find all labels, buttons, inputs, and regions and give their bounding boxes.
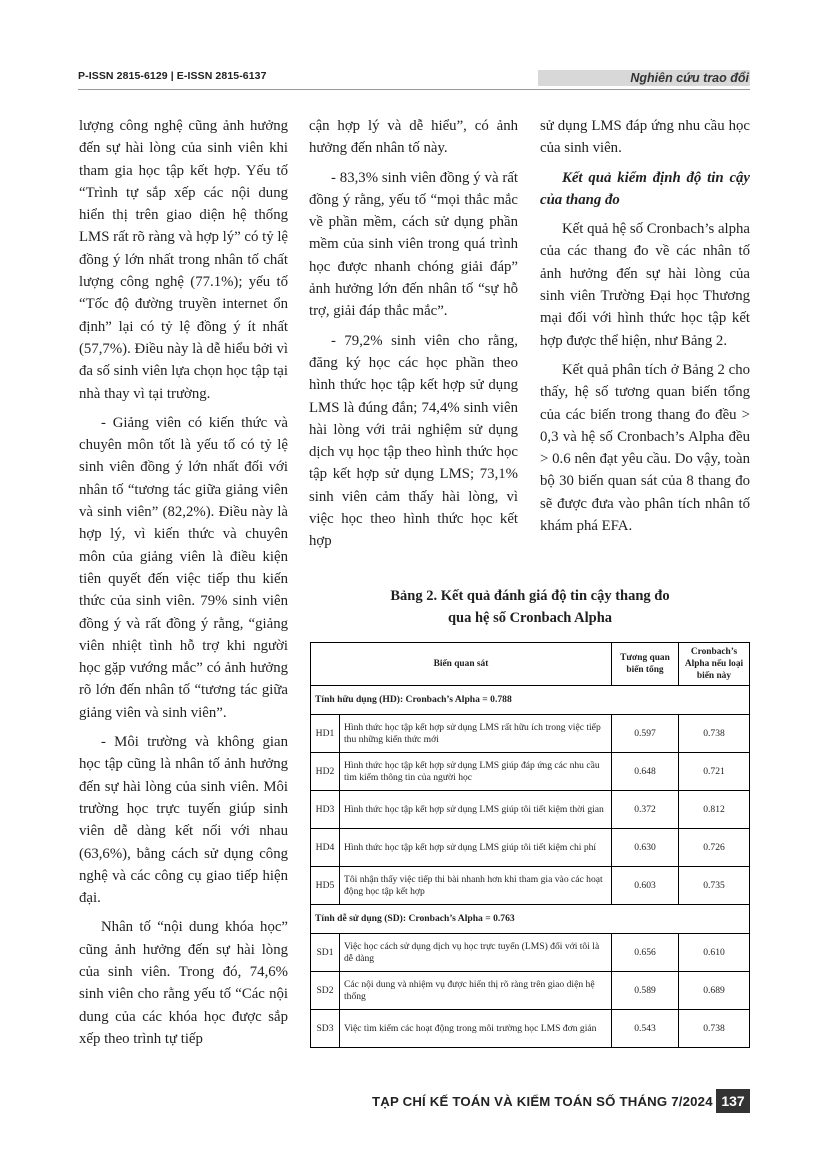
item-correlation: 0.648 xyxy=(612,753,679,791)
item-alpha: 0.721 xyxy=(679,753,750,791)
text-column-3 xyxy=(540,115,750,537)
item-code: SD3 xyxy=(311,1010,340,1048)
table-row xyxy=(311,972,750,1010)
table-row xyxy=(311,715,750,753)
header-cell-correlation: Tương quan biến tổng xyxy=(612,643,679,686)
item-correlation: 0.589 xyxy=(612,972,679,1010)
item-correlation: 0.597 xyxy=(612,715,679,753)
item-code: HD5 xyxy=(311,867,340,905)
item-alpha: 0.735 xyxy=(679,867,750,905)
item-code: HD2 xyxy=(311,753,340,791)
paragraph: - 79,2% sinh viên cho rằng, đăng ký học các học phần theo hình thức học tập kết hợp sử dụng LMS là đúng đắn; 74,4% sinh viên hài lòng với trải nghiệm sử dụng dịch vụ học tập theo hình thức học tập kết hợp sử dụng LMS; 73,1% sinh viên cảm thấy hài lòng, vì việc học theo hình thức học kết hợp xyxy=(309,332,518,550)
paragraph: - Giảng viên có kiến thức và chuyên môn tốt là yếu tố có tỷ lệ sinh viên đồng ý lớn nhất đối với nhân tố “tương tác giữa giảng viên và sinh viên” (82,2%). Điều này là hợp lý, vì kiến thức và chuyên môn của giảng viên là điều kiện tiên quyết đến việc tiếp thu kiến thức của sinh viên. 79% sinh viên đồng ý và rất đồng ý rằng, “giảng viên nhiệt tình hỗ trợ khi người học gặp vướng mắc” có ảnh hưởng rõ lớn đến nhân tố “tương tác giữa giảng viên và sinh viên”. xyxy=(79,414,288,721)
item-code: HD1 xyxy=(311,715,340,753)
header-cell-variable: Biến quan sát xyxy=(311,643,612,686)
item-alpha: 0.738 xyxy=(679,1010,750,1048)
header-rule xyxy=(78,89,750,90)
table-row xyxy=(311,1010,750,1048)
item-text: Hình thức học tập kết hợp sử dụng LMS rất hữu ích trong việc tiếp thu những kiến thức mới xyxy=(340,715,612,753)
table-row xyxy=(311,753,750,791)
table-row xyxy=(311,867,750,905)
table-row xyxy=(311,791,750,829)
item-correlation: 0.603 xyxy=(612,867,679,905)
item-code: SD1 xyxy=(311,934,340,972)
reliability-table xyxy=(310,642,750,1048)
item-alpha: 0.689 xyxy=(679,972,750,1010)
table-title-line: qua hệ số Cronbach Alpha xyxy=(447,610,613,626)
paragraph: - 83,3% sinh viên đồng ý và rất đồng ý rằng, yếu tố “mọi thắc mắc về phần mềm, cách sử dụng phần mềm của sinh viên trong quá trình học được nhanh chóng giải đáp” ảnh hưởng lớn đến nhân tố “sự hỗ trợ, giải đáp thắc mắc”. xyxy=(309,169,518,320)
paragraph: Kết quả hệ số Cronbach’s alpha của các thang đo về các nhân tố ảnh hưởng đến sự hài lòng của sinh viên Trường Đại học Thương mại đối với hình thức học tập kết hợp được thể hiện, như Bảng 2. xyxy=(540,221,750,349)
table-title-line: Bảng 2. Kết quả đánh giá độ tin cậy thang đo xyxy=(390,588,670,604)
text-column-1 xyxy=(79,115,288,1050)
item-alpha: 0.610 xyxy=(679,934,750,972)
item-text: Việc học cách sử dụng dịch vụ học trực tuyến (LMS) đối với tôi là dễ dàng xyxy=(340,934,612,972)
paragraph: Nhân tố “nội dung khóa học” cũng ảnh hưởng đến sự hài lòng của sinh viên. Trong đó, 74,6% sinh viên cho rằng yếu tố “Các nội dung của các khóa học được sắp xếp theo trình tự tiếp xyxy=(79,919,288,1047)
item-text: Hình thức học tập kết hợp sử dụng LMS giúp tôi tiết kiệm thời gian xyxy=(340,791,612,829)
page-number: 137 xyxy=(716,1089,750,1113)
item-correlation: 0.656 xyxy=(612,934,679,972)
item-text: Việc tìm kiếm các hoạt động trong môi trường học LMS đơn giản xyxy=(340,1010,612,1048)
paragraph: - Môi trường và không gian học tập cũng là nhân tố ảnh hưởng đến sự hài lòng của sinh viên. Môi trường học trực tuyến giúp sinh viên dễ dàng kết nối với nhau (63,6%), bằng cách sử dụng công nghệ và các công cụ giao tiếp hiện đại. xyxy=(79,734,288,907)
item-alpha: 0.738 xyxy=(679,715,750,753)
issn-line: P-ISSN 2815-6129 | E-ISSN 2815-6137 xyxy=(78,70,267,82)
item-alpha: 0.812 xyxy=(679,791,750,829)
header-cell-alpha: Cronbach’s Alpha nếu loại biến này xyxy=(679,643,750,686)
group-row xyxy=(311,905,750,934)
item-alpha: 0.726 xyxy=(679,829,750,867)
text-column-2 xyxy=(309,115,518,553)
paragraph: Kết quả phân tích ở Bảng 2 cho thấy, hệ số tương quan biến tổng của các biến trong thang đo đều > 0,3 và hệ số Cronbach’s Alpha đều > 0.6 nên đạt yêu cầu. Do vậy, toàn bộ 30 biến quan sát của 8 thang đo sẽ được đưa vào phân tích nhân tố khám phá EFA. xyxy=(540,361,750,535)
item-correlation: 0.372 xyxy=(612,791,679,829)
table-row xyxy=(311,829,750,867)
section-title: Nghiên cứu trao đổi xyxy=(630,71,749,85)
item-text: Hình thức học tập kết hợp sử dụng LMS giúp tôi tiết kiệm chi phí xyxy=(340,829,612,867)
section-subheading: Kết quả kiểm định độ tin cậy của thang đo xyxy=(540,169,750,208)
item-correlation: 0.630 xyxy=(612,829,679,867)
item-code: HD3 xyxy=(311,791,340,829)
item-text: Các nội dung và nhiệm vụ được hiển thị rõ ràng trên giao diện hệ thống xyxy=(340,972,612,1010)
group-label: Tính dễ sử dụng (SD): Cronbach’s Alpha = 0.763 xyxy=(311,905,750,934)
group-label: Tính hữu dụng (HD): Cronbach’s Alpha = 0.788 xyxy=(311,686,750,715)
item-code: SD2 xyxy=(311,972,340,1010)
paragraph: cận hợp lý và dễ hiểu”, có ảnh hưởng đến nhân tố này. xyxy=(309,118,518,157)
paragraph: lượng công nghệ cũng ảnh hưởng đến sự hài lòng của sinh viên khi tham gia học tập kết hợp. Yếu tố “Trình tự sắp xếp các nội dung hiển thị trên giao diện hệ thống LMS rất rõ ràng và hợp lý” có tỷ lệ đồng ý lớn nhất trong nhân tố chất lượng công nghệ (77.1%); yếu tố “Tốc độ đường truyền internet ổn định” lại có tỷ lệ đồng ý ít nhất (57,7%). Điều này là dễ hiểu bởi vì đa số sinh viên lựa chọn học tập tại nhà thay vì tại trường. xyxy=(79,118,288,402)
paragraph: sử dụng LMS đáp ứng nhu cầu học của sinh viên. xyxy=(540,118,750,157)
item-text: Tôi nhận thấy việc tiếp thi bài nhanh hơn khi tham gia vào các hoạt động học tập kết hợp xyxy=(340,867,612,905)
group-row xyxy=(311,686,750,715)
table-row xyxy=(311,934,750,972)
item-correlation: 0.543 xyxy=(612,1010,679,1048)
item-text: Hình thức học tập kết hợp sử dụng LMS giúp đáp ứng các nhu cầu tìm kiếm thông tin của người học xyxy=(340,753,612,791)
item-code: HD4 xyxy=(311,829,340,867)
table-title xyxy=(310,585,750,629)
table-header-row xyxy=(311,643,750,686)
journal-footer: TẠP CHÍ KẾ TOÁN VÀ KIỂM TOÁN SỐ THÁNG 7/2024 xyxy=(372,1094,713,1109)
